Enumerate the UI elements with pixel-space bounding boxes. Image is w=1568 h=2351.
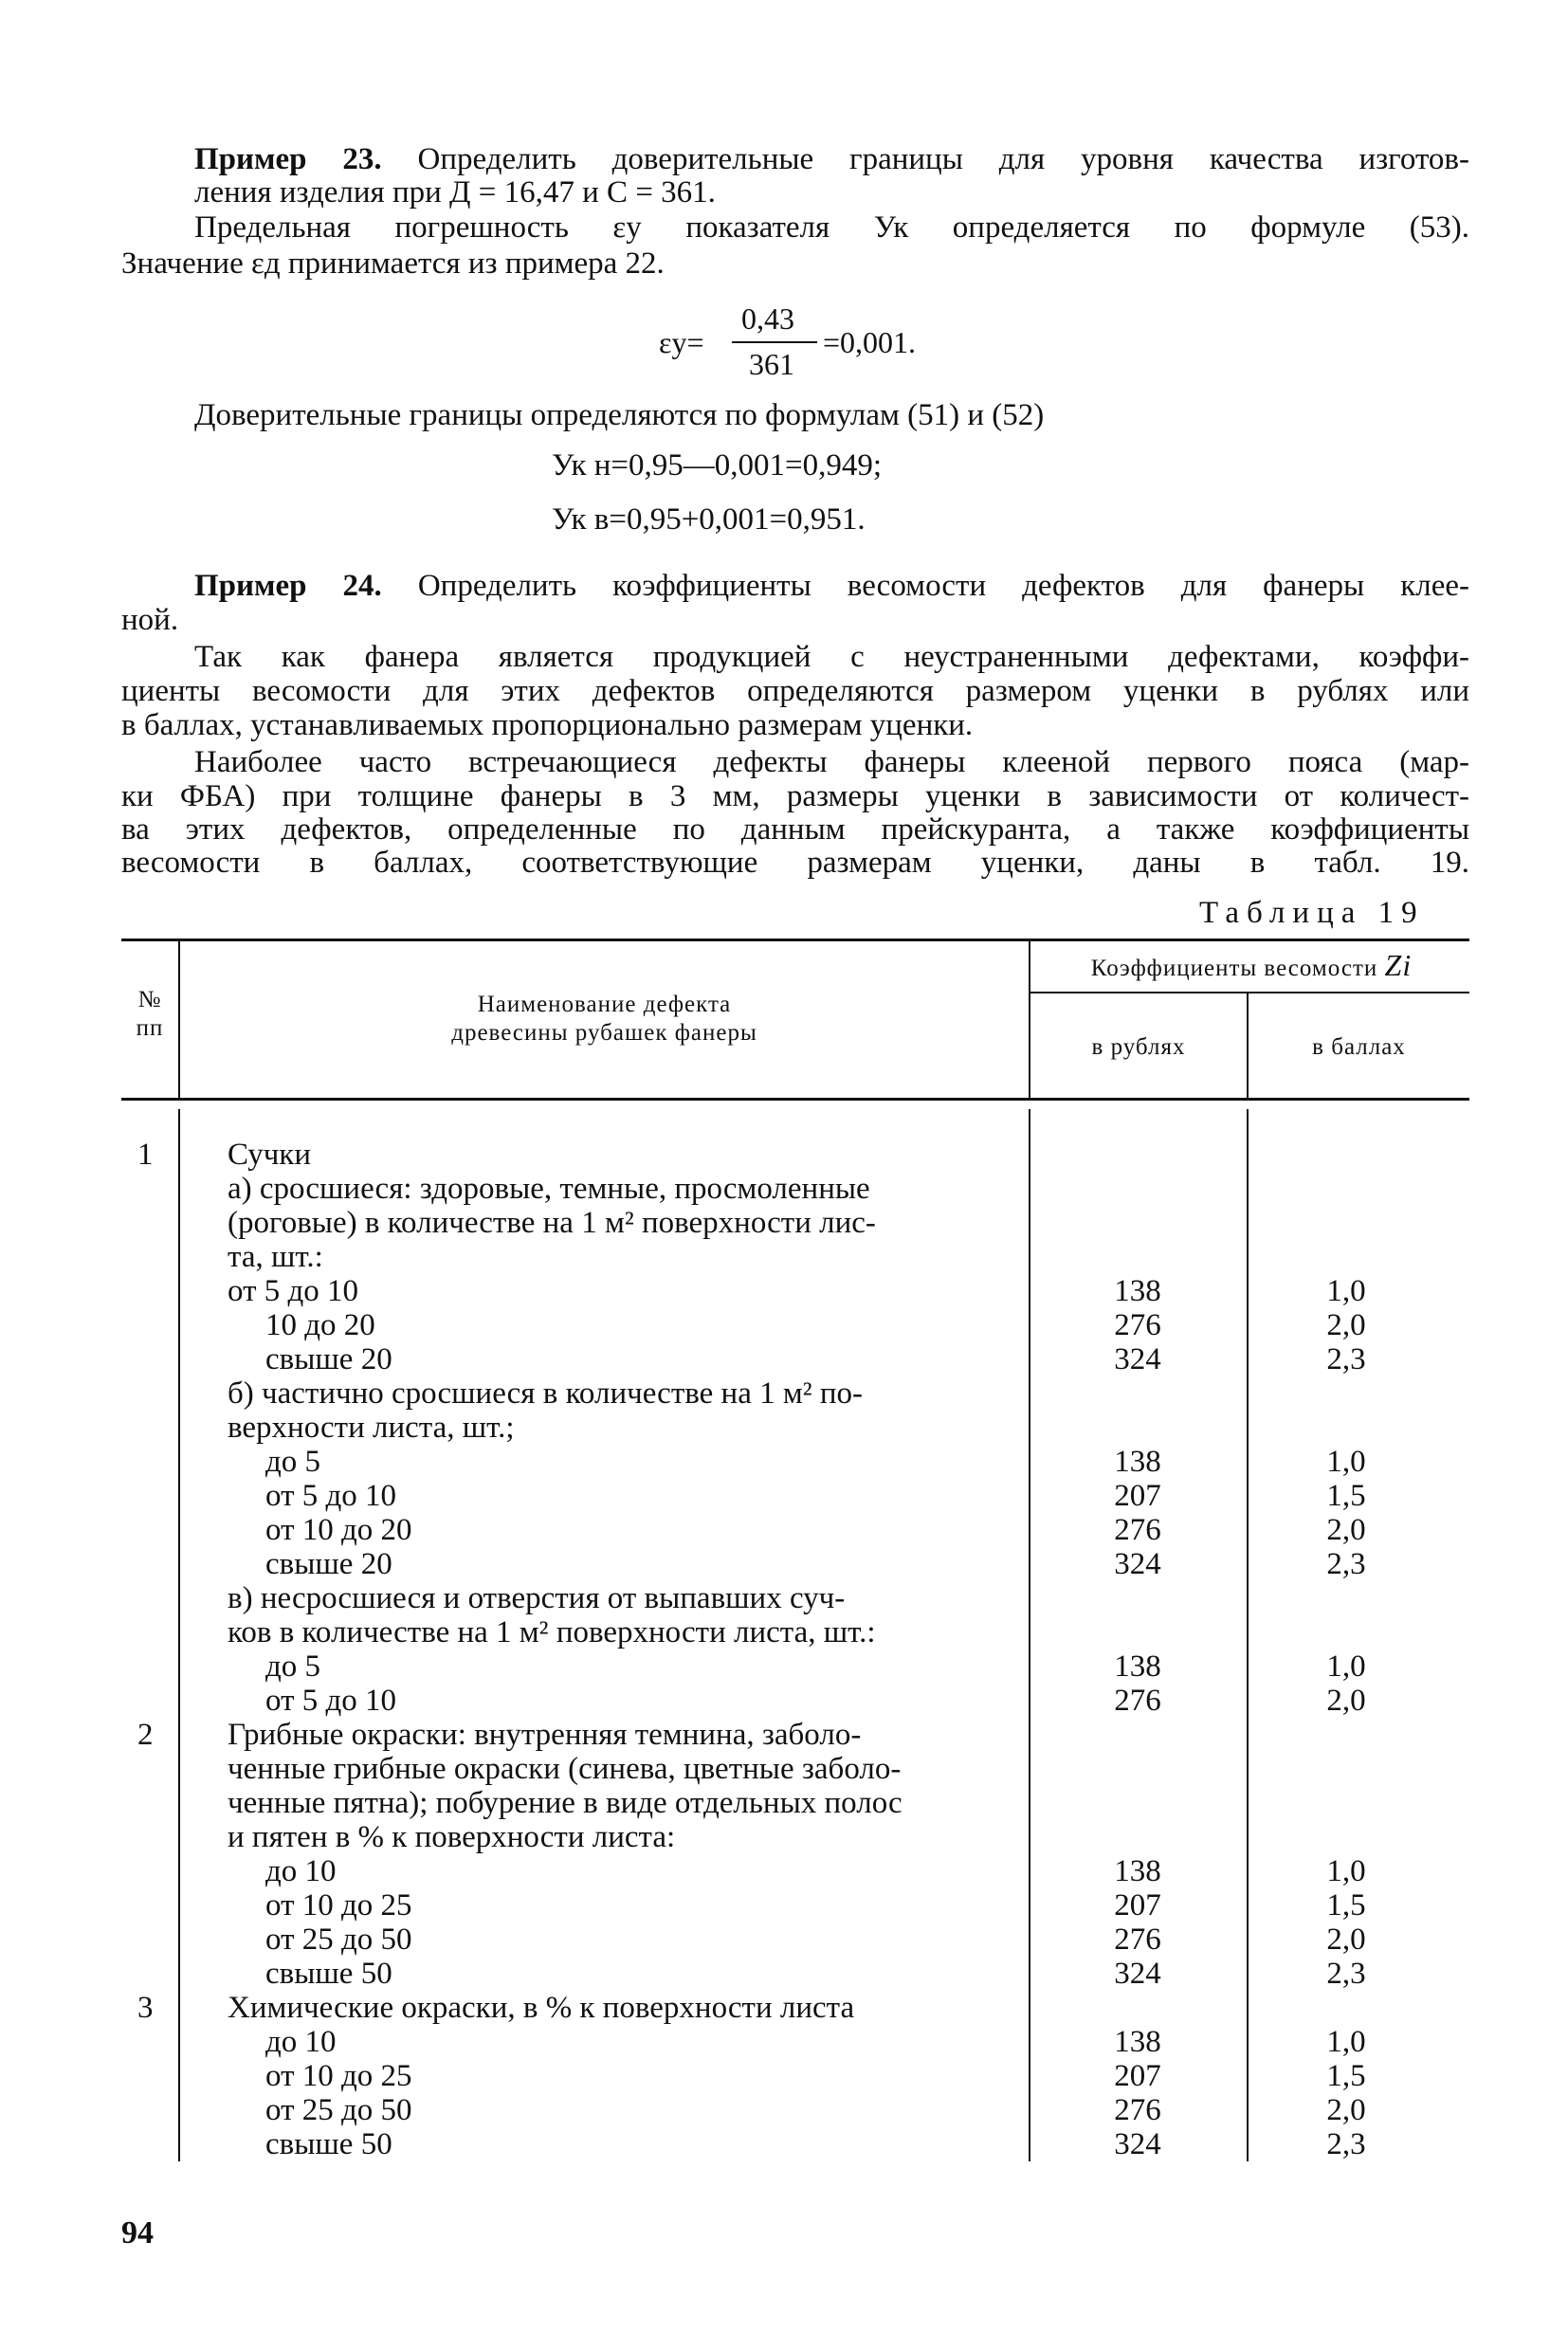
value-rubles: 276: [1114, 1513, 1161, 1547]
value-rubles: 276: [1114, 1308, 1161, 1342]
table-caption: Таблица 19: [1199, 896, 1425, 930]
formula-lower-bound: Ук н=0,95—0,001=0,949;: [552, 448, 883, 483]
row-number: 3: [137, 1991, 154, 2025]
defect-description: свыше 50: [265, 2127, 392, 2161]
value-rubles: 324: [1114, 1957, 1161, 1991]
example-24-line-8: ва этих дефектов, определенные по данным прейскуранта, а также коэффициенты: [121, 812, 1469, 847]
example-23-line-2: ления изделия при Д = 16,47 и С = 361.: [194, 175, 716, 210]
value-points: 2,0: [1326, 1923, 1366, 1957]
value-points: 2,3: [1326, 1547, 1366, 1581]
formula-rhs: =0,001.: [823, 325, 917, 359]
value-rubles: 138: [1114, 1854, 1161, 1888]
defect-description: от 5 до 10: [228, 1274, 359, 1308]
body-divider-2: [1029, 1109, 1030, 2161]
value-rubles: 138: [1114, 1274, 1161, 1308]
fraction-bar: [732, 341, 817, 343]
defect-description: та, шт.:: [228, 1240, 323, 1274]
defect-description: до 10: [265, 1854, 337, 1888]
example-23-line-3: Предельная погрешность εу показателя Ук определяется по формуле (53).: [194, 210, 1469, 245]
value-points: 1,0: [1326, 1649, 1366, 1684]
value-rubles: 324: [1114, 2127, 1161, 2161]
example-23-label: Пример 23.: [194, 142, 382, 176]
value-rubles: 207: [1114, 2059, 1161, 2093]
value-rubles: 276: [1114, 2093, 1161, 2127]
defect-description: 10 до 20: [265, 1308, 375, 1342]
defect-description: от 25 до 50: [265, 1923, 412, 1957]
example-24-line-1: Пример 24. Определить коэффициенты весомости дефектов для фанеры клее-: [194, 569, 1469, 603]
body-divider-1: [178, 1109, 180, 2161]
defect-description: а) сросшиеся: здоровые, темные, просмоленные: [228, 1172, 870, 1206]
row-number: 1: [137, 1138, 154, 1172]
example-23-line-4: Значение εд принимается из примера 22.: [121, 246, 665, 281]
value-points: 2,0: [1326, 2093, 1366, 2127]
body-divider-3: [1247, 1109, 1249, 2161]
table-header-rule: [121, 1098, 1469, 1101]
defect-description: до 5: [265, 1649, 321, 1684]
example-24-line-2: ной.: [121, 603, 179, 637]
defect-description: свыше 20: [265, 1342, 392, 1376]
defect-description: ченные пятна); побурение в виде отдельных полос: [228, 1786, 903, 1820]
defect-description: от 25 до 50: [265, 2093, 412, 2127]
page-number: 94: [121, 2215, 154, 2251]
defect-description: ченные грибные окраски (синева, цветные заболо-: [228, 1752, 902, 1786]
defect-description: от 10 до 25: [265, 1888, 412, 1923]
defect-description: от 5 до 10: [265, 1684, 397, 1718]
value-rubles: 207: [1114, 1479, 1161, 1513]
header-rubles: в рублях: [1091, 1034, 1186, 1060]
defect-description: б) частично сросшиеся в количестве на 1 м² по-: [228, 1376, 864, 1411]
defect-description: Сучки: [228, 1138, 311, 1172]
example-24-line-3: Так как фанера является продукцией с неустраненными дефектами, коэффи-: [194, 640, 1469, 674]
header-number: № пп: [136, 987, 164, 1041]
defect-description: от 5 до 10: [265, 1479, 397, 1513]
formula-lhs: εу=: [659, 325, 704, 359]
value-rubles: 324: [1114, 1342, 1161, 1376]
example-24-label: Пример 24.: [194, 569, 382, 603]
table-col-divider-2: [1029, 941, 1030, 1098]
row-number: 2: [137, 1718, 154, 1752]
example-23-line-5: Доверительные границы определяются по формулам (51) и (52): [194, 398, 1045, 432]
value-rubles: 207: [1114, 1888, 1161, 1923]
defect-description: (роговые) в количестве на 1 м² поверхности лис-: [228, 1206, 876, 1240]
defect-description: в) несросшиеся и отверстия от выпавших суч-: [228, 1581, 846, 1615]
header-defect-name: Наименование дефекта древесины рубашек фанеры: [451, 992, 757, 1046]
table-top-rule: [121, 939, 1469, 941]
header-points: в баллах: [1312, 1034, 1406, 1060]
value-rubles: 276: [1114, 1923, 1161, 1957]
defect-description: свыше 50: [265, 1957, 392, 1991]
defect-description: до 5: [265, 1445, 321, 1479]
value-points: 2,3: [1326, 1957, 1366, 1991]
value-points: 1,0: [1326, 1854, 1366, 1888]
formula-upper-bound: Ук в=0,95+0,001=0,951.: [552, 502, 866, 537]
value-rubles: 324: [1114, 1547, 1161, 1581]
defect-description: свыше 20: [265, 1547, 392, 1581]
value-points: 2,0: [1326, 1684, 1366, 1718]
value-points: 1,5: [1326, 1479, 1366, 1513]
value-rubles: 138: [1114, 2025, 1161, 2059]
value-rubles: 276: [1114, 1684, 1161, 1718]
value-rubles: 138: [1114, 1649, 1161, 1684]
value-points: 1,0: [1326, 1274, 1366, 1308]
value-points: 2,3: [1326, 1342, 1366, 1376]
value-points: 2,3: [1326, 2127, 1366, 2161]
defect-description: до 10: [265, 2025, 337, 2059]
example-24-line-5: в баллах, устанавливаемых пропорционально размерам уценки.: [121, 708, 974, 742]
example-23-line-1: Пример 23. Определить доверительные границы для уровня качества изготов-: [194, 142, 1470, 176]
defect-description: от 10 до 20: [265, 1513, 412, 1547]
example-24-line-9: весомости в баллах, соответствующие размерам уценки, даны в табл. 19.: [121, 846, 1469, 880]
defect-description: верхности листа, шт.;: [228, 1411, 515, 1445]
formula-numerator: 0,43: [741, 301, 794, 336]
value-points: 1,0: [1326, 2025, 1366, 2059]
defect-description: и пятен в % к поверхности листа:: [228, 1820, 676, 1854]
defect-description: от 10 до 25: [265, 2059, 412, 2093]
defect-description: ков в количестве на 1 м² поверхности листа, шт.:: [228, 1615, 876, 1649]
value-points: 1,0: [1326, 1445, 1366, 1479]
value-points: 1,5: [1326, 1888, 1366, 1923]
formula-denominator: 361: [749, 347, 794, 381]
value-points: 2,0: [1326, 1308, 1366, 1342]
header-coefficients: Коэффициенты весомости Zi: [1090, 948, 1413, 982]
example-24-line-6: Наиболее часто встречающиеся дефекты фанеры клееной первого пояса (мар-: [194, 745, 1469, 779]
example-24-line-4: циенты весомости для этих дефектов определяются размером уценки в рублях или: [121, 674, 1469, 708]
defect-description: Грибные окраски: внутренняя темнина, заболо-: [228, 1718, 862, 1752]
value-rubles: 138: [1114, 1445, 1161, 1479]
table-subheader-rule: [1029, 992, 1469, 993]
value-points: 1,5: [1326, 2059, 1366, 2093]
defect-description: Химические окраски, в % к поверхности листа: [228, 1991, 855, 2025]
value-points: 2,0: [1326, 1513, 1366, 1547]
example-24-line-7: ки ФБА) при толщине фанеры в 3 мм, размеры уценки в зависимости от количест-: [121, 779, 1469, 813]
